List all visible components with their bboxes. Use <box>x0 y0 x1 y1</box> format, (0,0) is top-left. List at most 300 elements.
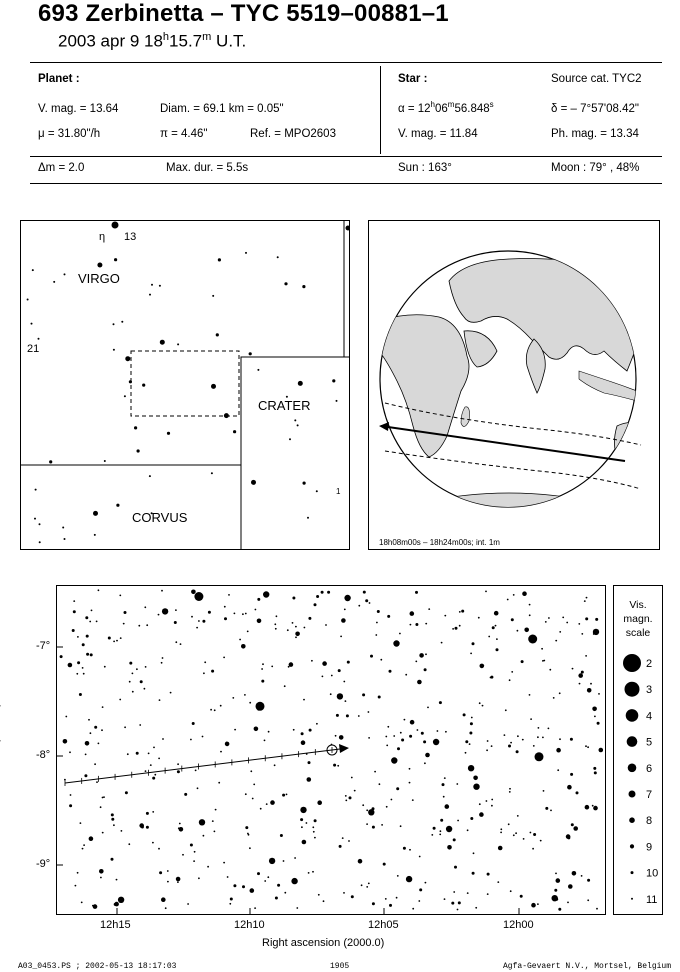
chart-star <box>555 640 557 642</box>
chart-star <box>244 694 246 696</box>
chart-star <box>479 803 481 805</box>
finder-star <box>233 430 236 433</box>
chart-star <box>339 845 342 848</box>
chart-star <box>203 672 205 674</box>
chart-star <box>383 863 386 866</box>
chart-star <box>542 737 544 739</box>
chart-star <box>162 738 164 740</box>
chart-star <box>277 884 280 887</box>
chart-star <box>314 819 317 822</box>
chart-star <box>593 767 596 770</box>
alpha-seconds: 56.848 <box>454 102 490 115</box>
chart-star <box>161 590 163 592</box>
chart-star <box>312 871 314 873</box>
chart-star <box>94 763 96 765</box>
scale-dot <box>631 871 634 874</box>
chart-star <box>90 653 93 656</box>
xtick-label: 12h00 <box>503 919 534 931</box>
chart-star <box>253 784 255 786</box>
scale-dot <box>627 736 638 747</box>
chart-star <box>439 834 441 836</box>
chart-star <box>214 709 216 711</box>
chart-star <box>468 765 474 771</box>
chart-star <box>405 674 407 676</box>
chart-star <box>443 796 445 798</box>
chart-star <box>93 904 98 909</box>
label-13: 13 <box>124 231 137 243</box>
scale-title-line: Vis. <box>629 599 647 611</box>
chart-star <box>85 741 90 746</box>
chart-star <box>132 673 134 675</box>
chart-star <box>101 729 103 731</box>
chart-star <box>306 822 308 824</box>
chart-star <box>587 899 589 901</box>
ytick-label: -9° <box>36 858 51 870</box>
chart-star <box>529 604 531 606</box>
chart-star <box>111 813 114 816</box>
chart-star <box>100 877 102 879</box>
chart-star <box>215 809 217 811</box>
finder-star <box>125 356 130 361</box>
finder-chart-svg <box>21 221 349 549</box>
chart-star <box>104 666 106 668</box>
chart-star <box>220 705 222 707</box>
chart-star <box>513 834 515 836</box>
chart-star <box>192 722 195 725</box>
chart-star <box>178 827 180 829</box>
finder-star <box>38 338 40 340</box>
chart-star <box>425 753 430 758</box>
chart-star <box>456 783 458 785</box>
chart-star <box>404 719 406 721</box>
chart-star <box>264 740 266 742</box>
chart-star <box>266 803 268 805</box>
chart-star <box>471 717 473 719</box>
chart-star <box>124 726 126 728</box>
chart-star <box>214 831 216 833</box>
chart-star <box>535 752 544 761</box>
label-eta: η <box>99 231 106 243</box>
chart-star <box>509 679 511 681</box>
chart-star <box>338 669 341 672</box>
chart-star <box>592 707 597 712</box>
scale-dot <box>623 654 641 672</box>
chart-star <box>90 732 92 734</box>
chart-star <box>559 738 561 740</box>
finder-star <box>104 460 106 462</box>
chart-star <box>473 852 475 854</box>
chart-star <box>94 726 97 729</box>
finder-star <box>302 285 305 288</box>
chart-star <box>566 834 571 839</box>
chart-star <box>73 600 75 602</box>
sun-elongation: Sun : 163° <box>398 162 452 174</box>
chart-star <box>441 642 443 644</box>
chart-star <box>162 608 168 614</box>
chart-star <box>351 777 353 779</box>
chart-star <box>444 777 446 779</box>
chart-star <box>234 613 236 615</box>
chart-star <box>314 837 316 839</box>
chart-star <box>68 663 73 668</box>
finder-star <box>124 395 126 397</box>
date-suffix: U.T. <box>211 31 247 51</box>
chart-star <box>491 805 493 807</box>
chart-star <box>212 820 214 822</box>
chart-star <box>80 822 82 824</box>
scale-label: 6 <box>646 762 653 775</box>
chart-star <box>121 830 123 832</box>
chart-star <box>321 591 324 594</box>
finder-star <box>251 480 256 485</box>
chart-star <box>478 617 480 619</box>
chart-star <box>242 885 245 888</box>
chart-star <box>459 611 461 613</box>
chart-star <box>291 878 297 884</box>
chart-star <box>262 663 264 665</box>
chart-star <box>174 621 177 624</box>
chart-star <box>113 641 115 643</box>
chart-star <box>455 627 458 630</box>
chart-star <box>445 731 447 733</box>
chart-star <box>374 771 376 773</box>
chart-star <box>303 699 305 701</box>
scale-label: 2 <box>646 658 653 670</box>
chart-star <box>229 903 231 905</box>
finder-star <box>32 269 34 271</box>
chart-star <box>425 882 427 884</box>
chart-star <box>579 683 581 685</box>
chart-star <box>372 807 375 810</box>
chart-star <box>249 702 251 704</box>
chart-star <box>554 889 557 892</box>
chart-star <box>211 670 214 673</box>
chart-star <box>419 653 424 658</box>
chart-star <box>581 875 583 877</box>
chart-star <box>473 784 479 790</box>
chart-star <box>445 804 450 809</box>
planet-heading: Planet : <box>38 73 80 85</box>
finder-star <box>211 472 213 474</box>
chart-star <box>179 823 181 825</box>
chart-star <box>247 833 249 835</box>
date-prefix: 2003 apr 9 18 <box>58 31 163 51</box>
chart-star <box>496 638 498 640</box>
chart-star <box>403 847 406 850</box>
chart-star <box>381 824 383 826</box>
chart-star <box>578 623 580 625</box>
chart-star <box>447 845 452 850</box>
chart-star <box>543 790 545 792</box>
chart-star <box>85 616 88 619</box>
scale-title-line: scale <box>625 627 651 639</box>
chart-star <box>111 818 114 821</box>
chart-star <box>454 866 457 869</box>
xtick-label: 12h05 <box>368 919 399 931</box>
chart-star <box>335 735 337 737</box>
chart-star <box>585 805 590 810</box>
chart-star <box>472 642 475 645</box>
chart-star <box>467 892 469 894</box>
chart-star <box>75 885 77 887</box>
planet-mu: μ = 31.80"/h <box>38 128 101 140</box>
chart-star <box>584 600 586 602</box>
chart-star <box>379 783 381 785</box>
chart-star <box>545 621 547 623</box>
chart-star <box>504 734 506 736</box>
scale-dot <box>628 764 637 773</box>
chart-star <box>316 595 319 598</box>
chart-star <box>567 785 572 790</box>
finder-star <box>289 438 291 440</box>
chart-star <box>556 748 561 753</box>
chart-star <box>120 637 122 639</box>
chart-star <box>82 667 84 669</box>
chart-star <box>116 640 118 642</box>
chart-star <box>337 765 339 767</box>
chart-star <box>419 856 421 858</box>
star-heading: Star : <box>398 73 428 85</box>
finder-star <box>211 384 216 389</box>
chart-star <box>295 632 300 637</box>
chart-star <box>418 900 420 902</box>
chart-star <box>485 591 487 593</box>
chart-star <box>595 618 598 621</box>
chart-star <box>250 770 252 772</box>
chart-star <box>421 732 424 735</box>
chart-star <box>225 742 230 747</box>
chart-star <box>586 597 588 599</box>
chart-star <box>487 893 489 895</box>
chart-star <box>358 715 360 717</box>
chart-star <box>555 873 557 875</box>
chart-star <box>82 643 85 646</box>
chart-star <box>415 623 418 626</box>
chart-star <box>362 693 365 696</box>
star-phmag: Ph. mag. = 13.34 <box>551 128 639 140</box>
label-crater: CRATER <box>258 398 311 413</box>
chart-star <box>99 869 104 874</box>
chart-star <box>511 618 514 621</box>
chart-star <box>397 747 400 750</box>
chart-star <box>77 872 79 874</box>
chart-star <box>245 613 247 615</box>
chart-star <box>139 724 141 726</box>
finder-star <box>316 490 318 492</box>
chart-star <box>283 860 285 862</box>
max-duration: Max. dur. = 5.5s <box>166 162 249 174</box>
scale-title-line: magn. <box>623 613 653 625</box>
chart-star <box>193 860 195 862</box>
chart-star <box>103 796 105 798</box>
chart-star <box>343 681 345 683</box>
chart-star <box>494 611 499 616</box>
finder-star <box>294 419 296 421</box>
chart-star <box>177 770 180 773</box>
chart-star <box>195 770 197 772</box>
chart-star <box>585 745 587 747</box>
chart-star <box>274 764 276 766</box>
chart-star <box>587 879 590 882</box>
chart-star <box>549 669 551 671</box>
finder-star <box>34 518 36 520</box>
chart-star <box>177 763 179 765</box>
chart-star <box>361 884 363 886</box>
chart-star <box>594 716 596 718</box>
chart-star <box>132 691 134 693</box>
chart-star <box>372 902 375 905</box>
finder-star <box>297 424 299 426</box>
chart-star <box>69 804 72 807</box>
chart-star <box>387 615 390 618</box>
chart-star <box>86 653 89 656</box>
chart-star <box>230 898 233 901</box>
chart-star <box>508 745 511 748</box>
chart-star <box>457 909 459 911</box>
chart-star <box>255 609 257 611</box>
chart-star <box>566 622 568 624</box>
chart-star <box>136 668 138 670</box>
chart-star <box>284 685 286 687</box>
chart-star <box>520 895 523 898</box>
chart-star <box>444 898 446 900</box>
chart-star <box>412 908 414 910</box>
chart-star <box>528 635 537 644</box>
chart-star <box>69 751 71 753</box>
xtick-label: 12h15 <box>100 919 131 931</box>
chart-star <box>191 590 196 595</box>
scale-dot <box>629 817 635 823</box>
chart-star <box>568 884 573 889</box>
chart-star <box>96 781 98 783</box>
chart-star <box>389 904 392 907</box>
chart-star <box>475 907 477 909</box>
chart-star <box>529 694 531 696</box>
chart-star <box>286 794 288 796</box>
chart-star <box>311 660 313 662</box>
chart-star <box>368 711 370 713</box>
event-datetime <box>58 31 246 52</box>
chart-star <box>522 591 527 596</box>
chart-star <box>553 697 555 699</box>
chart-star <box>415 661 417 663</box>
chart-star <box>158 848 160 850</box>
chart-star <box>491 745 493 747</box>
scale-label: 11 <box>646 893 658 906</box>
chart-star <box>366 809 368 811</box>
chart-star <box>145 770 147 772</box>
chart-star <box>145 666 147 668</box>
finder-star <box>346 226 350 231</box>
chart-star <box>65 716 67 718</box>
chart-star <box>199 819 205 825</box>
chart-star <box>70 794 72 796</box>
chart-star <box>523 838 525 840</box>
star-chart <box>56 585 606 915</box>
chart-star <box>312 826 314 828</box>
chart-star <box>118 897 124 903</box>
chart-star <box>342 837 344 839</box>
chart-star <box>317 800 322 805</box>
chart-star <box>129 681 131 683</box>
chart-star <box>161 662 163 664</box>
chart-star <box>98 743 100 745</box>
chart-star <box>84 774 87 777</box>
chart-star <box>479 812 484 817</box>
chart-star <box>573 826 578 831</box>
divider-mid <box>30 156 662 157</box>
chart-star <box>292 597 295 600</box>
chart-star <box>254 727 259 732</box>
finder-star <box>113 349 115 351</box>
chart-star <box>194 851 196 853</box>
chart-star <box>533 833 536 836</box>
chart-star <box>500 832 502 834</box>
chart-star <box>440 830 442 832</box>
chart-star <box>487 873 490 876</box>
chart-star <box>140 680 143 683</box>
chart-star <box>152 811 154 813</box>
chart-star <box>316 723 318 725</box>
chart-star <box>538 727 540 729</box>
chart-star <box>446 826 452 832</box>
chart-star <box>581 633 583 635</box>
chart-star <box>76 673 78 675</box>
chart-star <box>599 748 604 753</box>
chart-star <box>473 776 478 781</box>
chart-star <box>592 805 594 807</box>
chart-star <box>459 625 461 627</box>
chart-star <box>336 714 339 717</box>
chart-star <box>136 752 139 755</box>
chart-star <box>406 876 412 882</box>
scale-label: 10 <box>646 867 659 880</box>
chart-star <box>167 870 169 872</box>
alpha-m-unit: m <box>447 100 455 109</box>
finder-star <box>151 284 153 286</box>
chart-star <box>399 633 401 635</box>
chart-star <box>385 736 387 738</box>
chart-star <box>513 594 515 596</box>
page-title: 693 Zerbinetta – TYC 5519–00881–1 <box>38 0 449 27</box>
chart-star <box>203 835 205 837</box>
chart-star <box>190 739 192 741</box>
chart-star <box>453 891 455 893</box>
moon-info: Moon : 79° , 48% <box>551 162 640 174</box>
chart-star <box>148 753 150 755</box>
chart-star <box>198 877 200 879</box>
chart-star <box>210 709 212 711</box>
chart-star <box>345 700 347 702</box>
chart-star <box>73 610 76 613</box>
chart-star <box>424 668 427 671</box>
chart-star <box>400 825 402 827</box>
finder-star <box>62 527 64 529</box>
chart-star <box>552 895 558 901</box>
chart-star <box>401 739 404 742</box>
chart-star <box>293 729 295 731</box>
finder-star <box>39 523 41 525</box>
chart-star <box>532 848 534 850</box>
chart-star <box>125 791 128 794</box>
chart-star <box>578 673 583 678</box>
chart-star <box>114 903 117 906</box>
chart-star <box>386 806 388 808</box>
chart-star <box>409 782 411 784</box>
finder-star <box>245 252 247 254</box>
chart-star <box>378 696 381 699</box>
chart-star <box>274 623 276 625</box>
